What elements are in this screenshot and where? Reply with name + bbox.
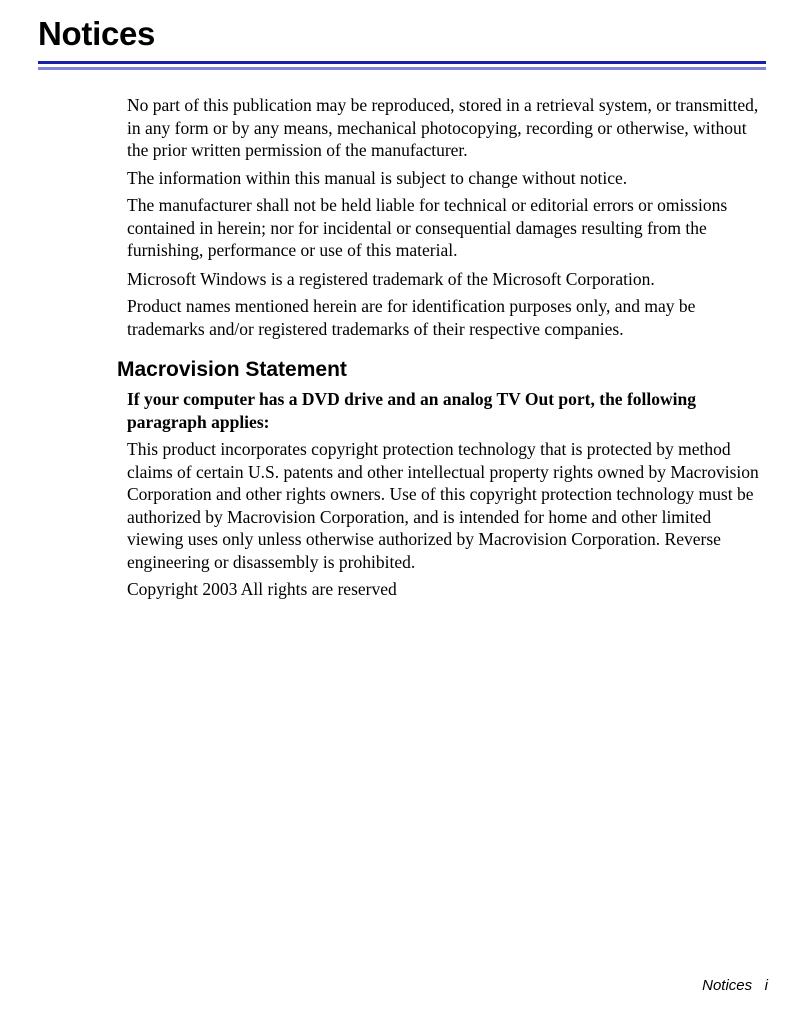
title-rule-line	[38, 67, 766, 70]
notice-paragraph: Microsoft Windows is a registered trademark of the Microsoft Corporation.	[127, 268, 655, 289]
notice-paragraph: Product names mentioned herein are for identification purposes only, and may be trademarks and/or registered trademarks of their respective companies.	[127, 296, 696, 339]
footer-page-number: i	[764, 977, 768, 994]
notice-paragraph: The information within this manual is subject to change without notice.	[127, 167, 628, 188]
section-heading: Macrovision Statement	[117, 358, 347, 381]
title-rule	[38, 61, 766, 71]
title-rule-line	[38, 61, 766, 64]
macrovision-body: This product incorporates copyright protection technology that is protected by method claims of certain U.S. patents and other intellectual property rights owned by Macrovision Corporation and other rights owners. Use of this copyright protection technology must be authorized by Macrovision Corporation, and is intended for home and other limited viewing uses only unless otherwise authorized by Macrovision Corporation. Reverse engineering or disassembly is prohibited.	[127, 439, 759, 572]
document-body	[117, 94, 767, 606]
macrovision-lead: If your computer has a DVD drive and an analog TV Out port, the following paragraph applies:	[127, 389, 696, 432]
copyright-line: Copyright 2003 All rights are reserved	[127, 579, 397, 599]
page-title: Notices	[38, 15, 156, 52]
footer-section: Notices	[702, 977, 753, 994]
notice-paragraph: No part of this publication may be reproduced, stored in a retrieval system, or transmitted, in any form or by any means, mechanical photocopying, recording or otherwise, without the prior written permission of the manufacturer.	[127, 95, 759, 160]
page-footer	[702, 977, 768, 995]
notice-paragraph: The manufacturer shall not be held liable for technical or editorial errors or omissions contained in herein; nor for incidental or consequential damages resulting from the furnishing, performance or use of this material.	[127, 195, 728, 260]
